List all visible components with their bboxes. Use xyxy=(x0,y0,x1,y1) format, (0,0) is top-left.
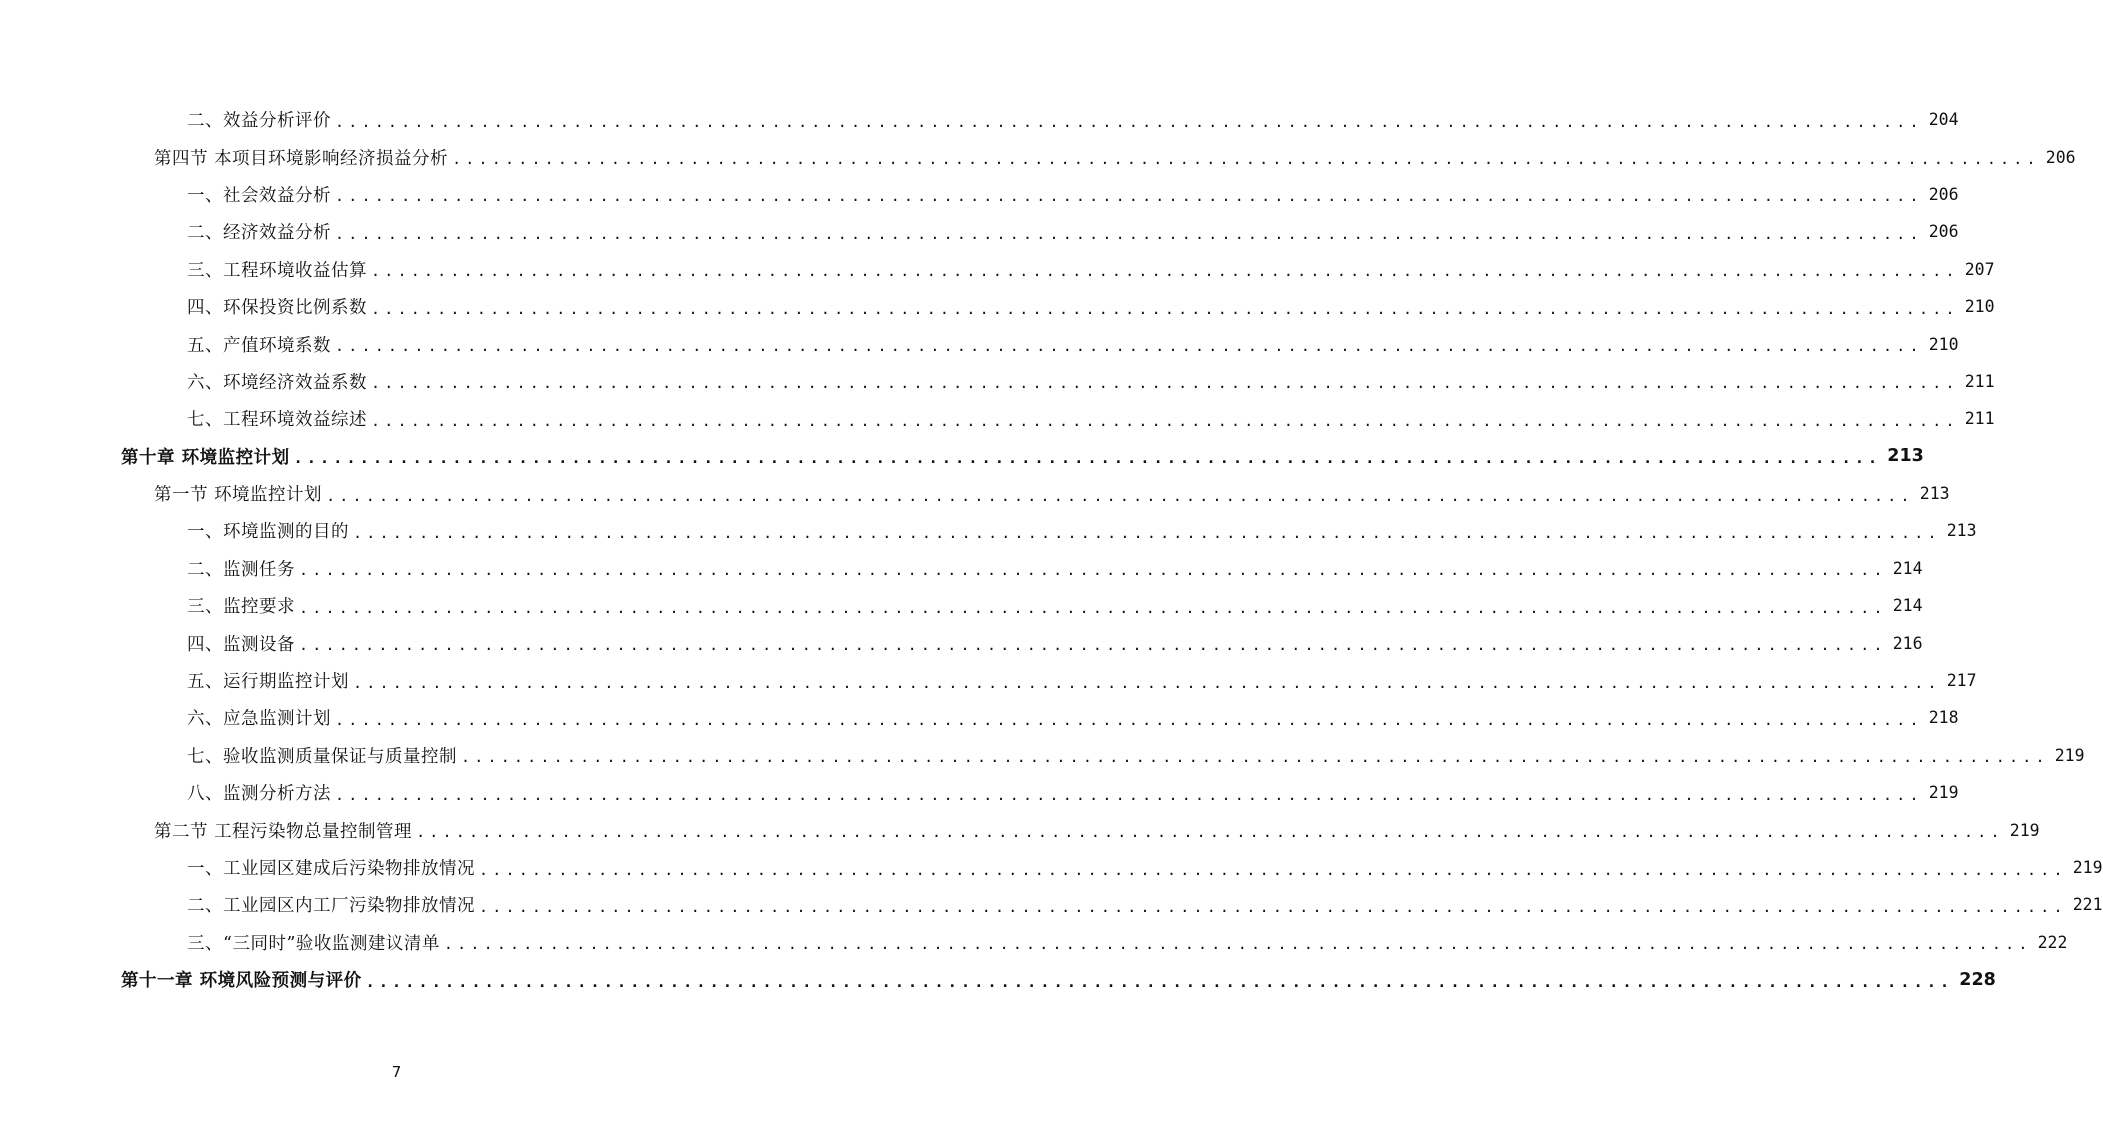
toc-dot-leader: ........................................................................................................................ xyxy=(479,897,2067,916)
toc-dot-leader: ........................................................................................................................ xyxy=(371,411,1959,430)
toc-entry-title: 第二节 工程污染物总量控制管理 xyxy=(154,821,413,842)
toc-entry-title: 二、监测任务 xyxy=(187,559,295,580)
toc-entry[interactable] xyxy=(0,699,1959,736)
table-of-contents xyxy=(0,101,2103,998)
toc-entry-page: 219 xyxy=(2009,820,2040,840)
toc-dot-leader: ........................................................................................................................ xyxy=(353,523,1941,542)
toc-entry-page: 206 xyxy=(1928,222,1959,242)
toc-entry-page: 221 xyxy=(2072,895,2103,915)
toc-entry-title: 三、“三同时”验收监测建议清单 xyxy=(187,933,440,954)
toc-entry-page: 214 xyxy=(1892,596,1923,616)
toc-dot-leader: ........................................................................................................................ xyxy=(371,299,1959,318)
toc-entry-page: 207 xyxy=(1964,259,1995,279)
toc-entry-title: 六、应急监测计划 xyxy=(187,709,331,730)
toc-entry[interactable] xyxy=(0,624,1923,661)
toc-entry-page: 214 xyxy=(1892,558,1923,578)
toc-dot-leader: ........................................................................................................................ xyxy=(326,486,1914,505)
toc-entry-page: 204 xyxy=(1928,110,1959,130)
toc-entry-title: 三、工程环境收益估算 xyxy=(187,260,367,281)
toc-dot-leader: ........................................................................................................................ xyxy=(371,262,1959,281)
toc-entry[interactable] xyxy=(0,886,2103,923)
toc-entry-title: 八、监测分析方法 xyxy=(187,784,331,805)
toc-dot-leader: ........................................................................................................................ xyxy=(335,337,1923,356)
toc-entry[interactable] xyxy=(0,662,1977,699)
toc-dot-leader: ........................................................................................................................ xyxy=(335,224,1923,243)
toc-entry[interactable] xyxy=(0,512,1977,549)
toc-dot-leader: ........................................................................................................................ xyxy=(452,150,2040,169)
toc-dot-leader: ........................................................................................................................ xyxy=(371,374,1959,393)
toc-dot-leader: ........................................................................................................................ xyxy=(461,748,2049,767)
toc-entry-title: 五、产值环境系数 xyxy=(187,335,331,356)
toc-entry[interactable] xyxy=(0,176,1959,213)
toc-entry-title: 三、监控要求 xyxy=(187,597,295,618)
toc-dot-leader: ........................................................................................................................ xyxy=(335,710,1923,729)
toc-entry-title: 二、工业园区内工厂污染物排放情况 xyxy=(187,896,475,917)
toc-entry-page: 210 xyxy=(1964,297,1995,317)
toc-entry-page: 213 xyxy=(1919,484,1950,504)
toc-dot-leader: ........................................................................................................................ xyxy=(299,598,1887,617)
toc-entry[interactable] xyxy=(0,363,1995,400)
toc-entry[interactable] xyxy=(0,251,1995,288)
toc-entry-page: 216 xyxy=(1892,633,1923,653)
toc-entry-title: 一、工业园区建成后污染物排放情况 xyxy=(187,859,475,879)
toc-entry-title: 四、环保投资比例系数 xyxy=(187,298,367,319)
toc-dot-leader: ........................................................................................................................ xyxy=(299,561,1887,580)
toc-entry-title: 二、经济效益分析 xyxy=(187,223,331,244)
toc-entry-page: 222 xyxy=(2037,932,2068,952)
toc-dot-leader: ........................................................................................................................ xyxy=(416,823,2004,842)
toc-entry-page: 219 xyxy=(2072,858,2103,877)
toc-entry-title: 一、社会效益分析 xyxy=(187,185,331,206)
toc-chapter-entry[interactable] xyxy=(0,438,1924,475)
toc-entry[interactable] xyxy=(0,550,1923,587)
toc-entry[interactable] xyxy=(0,400,1995,437)
toc-entry-title: 第十一章 环境风险预测与评价 xyxy=(121,971,362,992)
toc-entry[interactable] xyxy=(0,325,1959,362)
toc-chapter-entry[interactable] xyxy=(0,961,1996,998)
toc-entry-page: 218 xyxy=(1928,708,1959,728)
toc-entry-page: 217 xyxy=(1946,671,1977,691)
toc-dot-leader: ........................................................................................................................ xyxy=(335,112,1923,131)
toc-entry-title: 七、工程环境效益综述 xyxy=(187,410,367,431)
toc-entry-page: 219 xyxy=(2054,745,2085,765)
toc-entry-title: 四、监测设备 xyxy=(187,634,295,655)
toc-entry[interactable] xyxy=(0,924,2068,961)
toc-entry[interactable] xyxy=(0,587,1923,624)
toc-dot-leader: ........................................................................................................................ xyxy=(293,449,1882,468)
toc-dot-leader: ........................................................................................................................ xyxy=(299,636,1887,655)
toc-entry[interactable] xyxy=(0,849,2103,886)
toc-entry-page: 210 xyxy=(1928,334,1959,354)
toc-entry[interactable] xyxy=(0,288,1995,325)
page-number: 7 xyxy=(391,1063,402,1081)
toc-entry-page: 206 xyxy=(1928,184,1959,204)
toc-entry-page: 213 xyxy=(1887,446,1924,467)
toc-entry-title: 一、环境监测的目的 xyxy=(187,522,349,543)
toc-entry[interactable] xyxy=(0,774,1959,811)
toc-entry-page: 213 xyxy=(1946,521,1977,541)
toc-entry-title: 第一节 环境监控计划 xyxy=(154,485,323,506)
toc-entry-page: 219 xyxy=(1928,783,1959,803)
toc-entry[interactable] xyxy=(0,213,1959,250)
toc-dot-leader: ........................................................................................................................ xyxy=(353,673,1941,692)
toc-entry-page: 228 xyxy=(1959,969,1996,990)
toc-dot-leader: ........................................................................................................................ xyxy=(335,785,1923,804)
toc-entry-title: 六、环境经济效益系数 xyxy=(187,372,367,393)
toc-dot-leader: ........................................................................................................................ xyxy=(335,187,1923,206)
toc-dot-leader: ........................................................................................................................ xyxy=(443,935,2032,954)
toc-entry[interactable] xyxy=(0,475,1950,512)
toc-entry[interactable] xyxy=(0,101,1959,138)
toc-entry-page: 211 xyxy=(1964,371,1995,391)
toc-entry-title: 七、验收监测质量保证与质量控制 xyxy=(187,746,457,767)
toc-entry-title: 五、运行期监控计划 xyxy=(187,672,349,693)
toc-entry-page: 206 xyxy=(2045,147,2076,167)
toc-entry[interactable] xyxy=(0,138,2076,175)
toc-entry-title: 二、效益分析评价 xyxy=(187,111,331,132)
toc-entry-title: 第十章 环境监控计划 xyxy=(121,447,290,468)
toc-dot-leader: ........................................................................................................................ xyxy=(365,972,1954,991)
toc-dot-leader: ........................................................................................................................ xyxy=(479,860,2067,879)
toc-entry[interactable] xyxy=(0,811,2040,848)
toc-entry-title: 第四节 本项目环境影响经济损益分析 xyxy=(154,148,449,169)
toc-entry-page: 211 xyxy=(1964,409,1995,429)
toc-entry[interactable] xyxy=(0,737,2085,774)
